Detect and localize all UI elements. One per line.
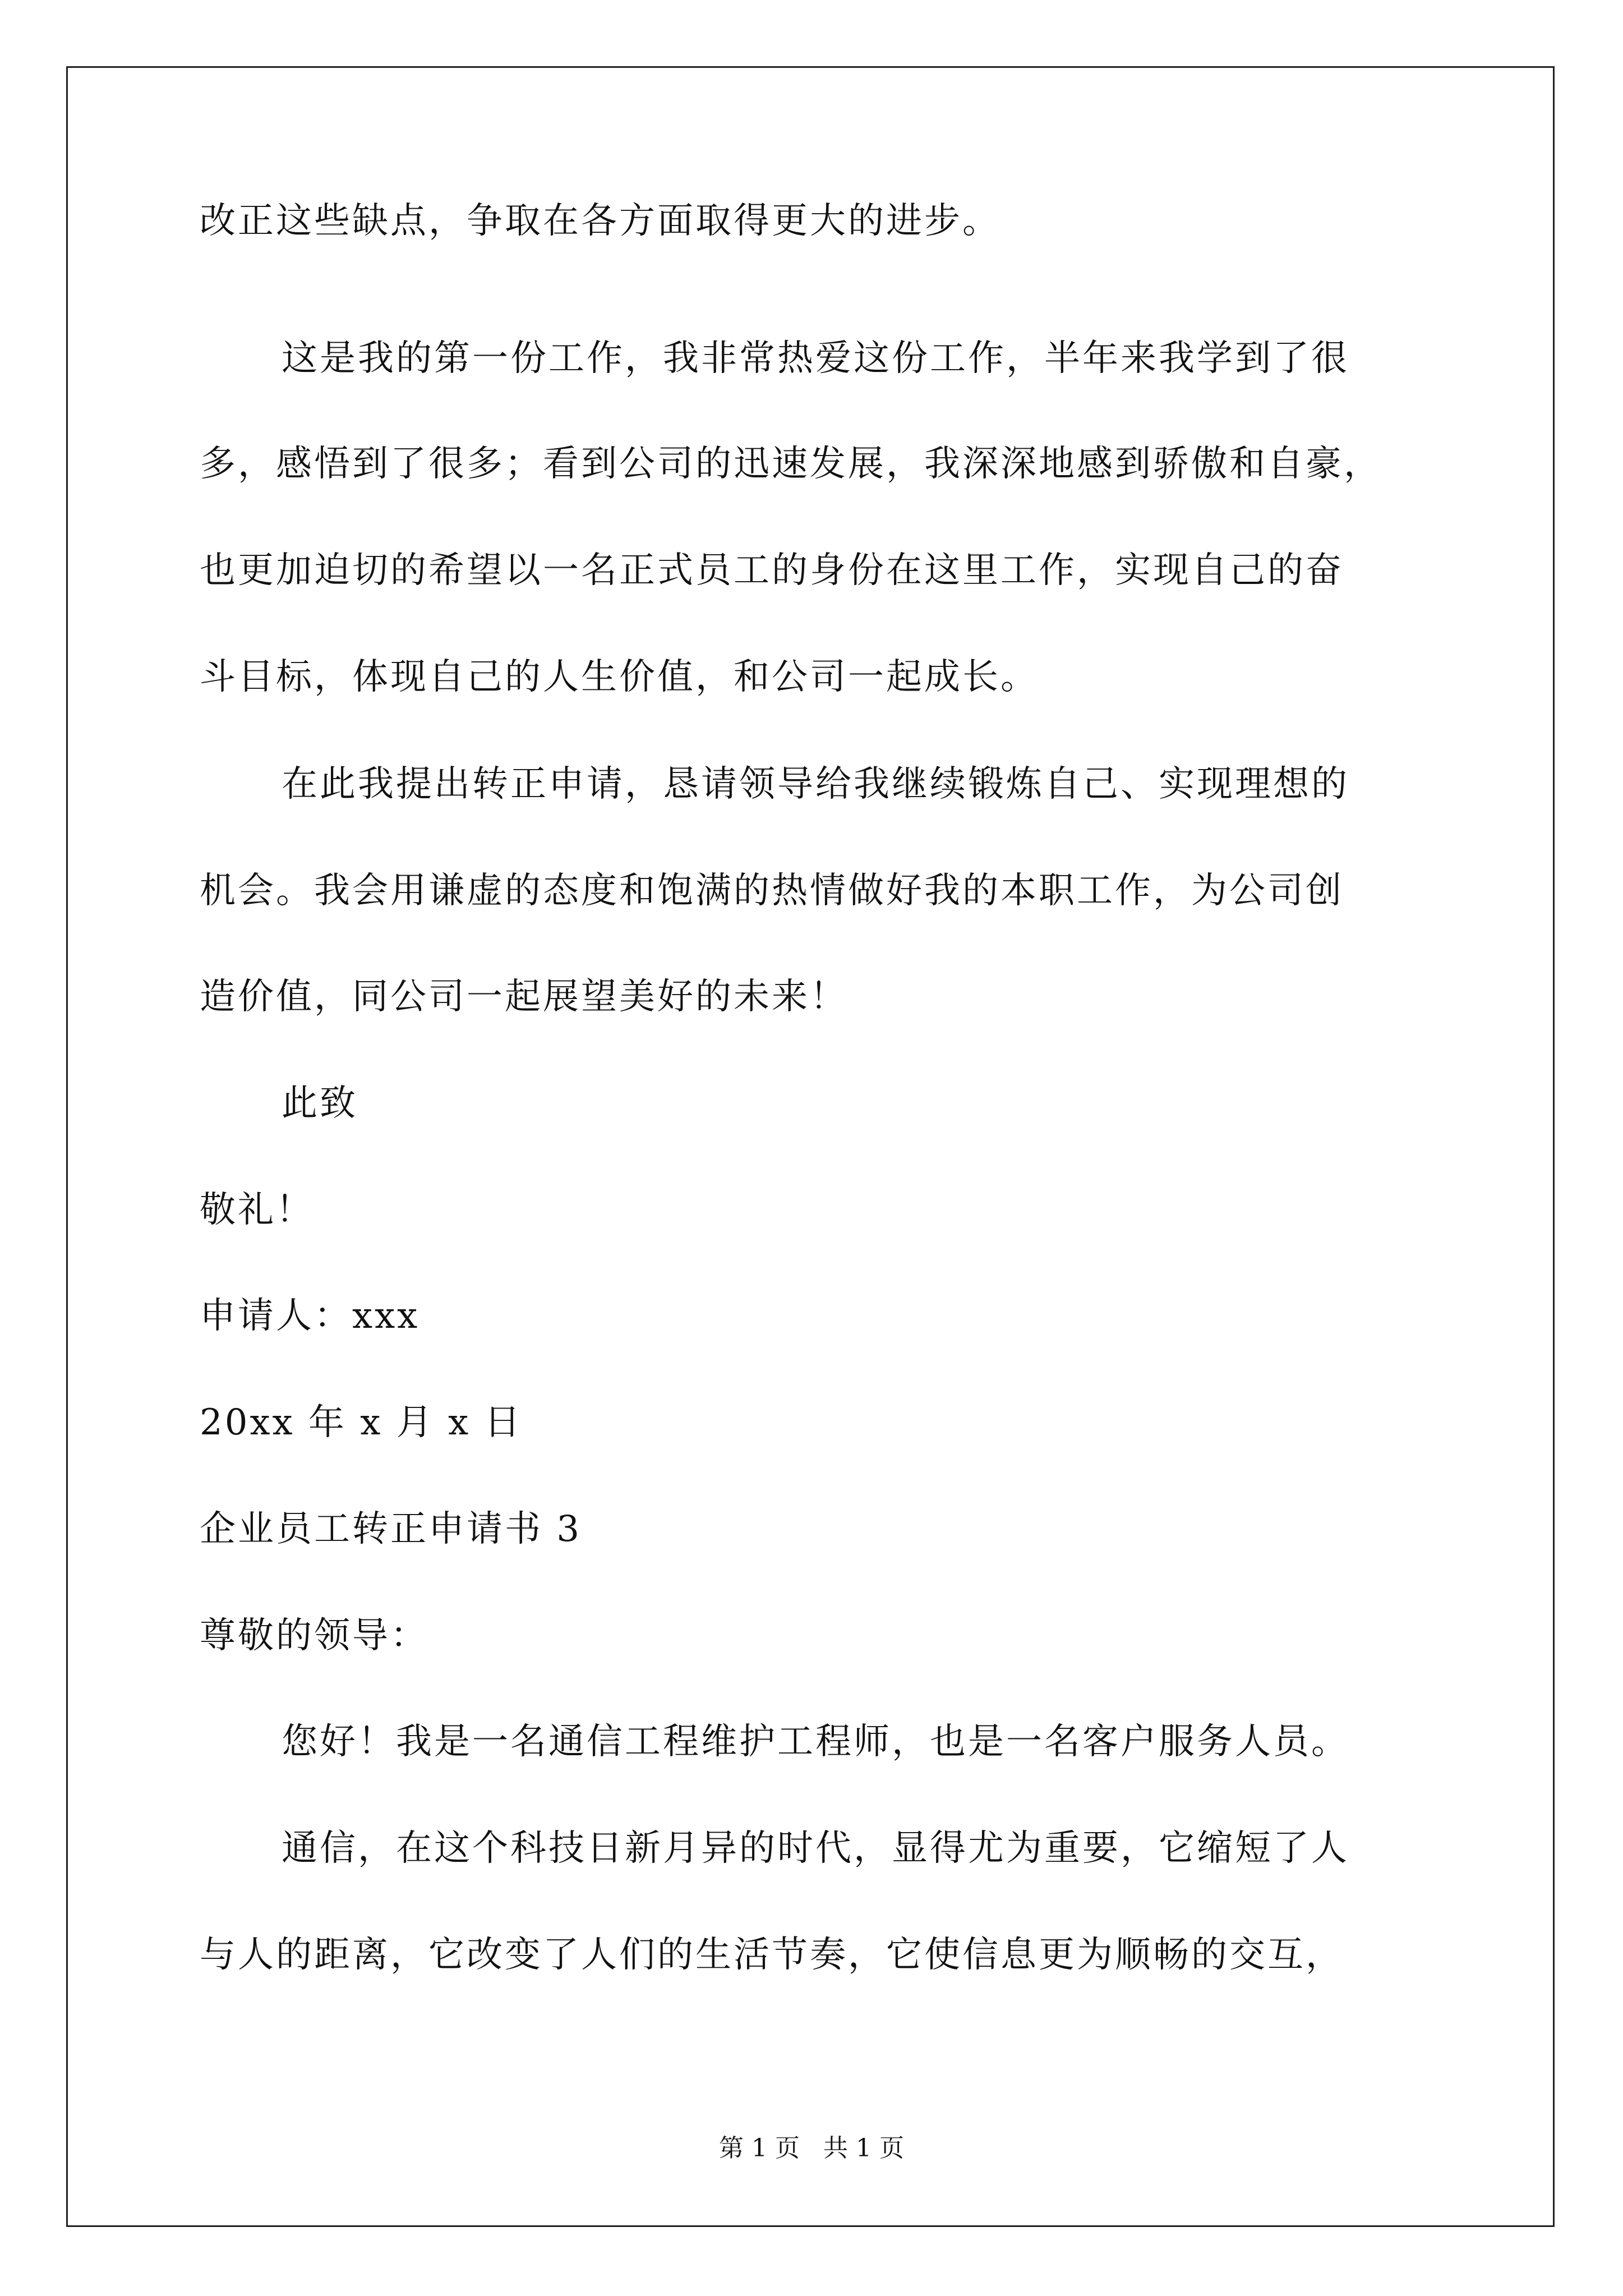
- paragraph-line: 与人的距离，它改变了人们的生活节奏，它使信息更为顺畅的交互，: [200, 1934, 1344, 1976]
- paragraph-line: 斗目标，体现自己的人生价值，和公司一起成长。: [200, 656, 1039, 698]
- section-title: 企业员工转正申请书 3: [200, 1508, 582, 1550]
- paragraph-line: 通信，在这个科技日新月异的时代，显得尤为重要，它缩短了人: [282, 1828, 1349, 1869]
- page-border: [66, 66, 1555, 2227]
- paragraph-line: 多，感悟到了很多；看到公司的迅速发展，我深深地感到骄傲和自豪，: [200, 443, 1382, 485]
- paragraph-line: 您好！我是一名通信工程维护工程师，也是一名客户服务人员。: [282, 1721, 1349, 1763]
- paragraph-line: 在此我提出转正申请，恳请领导给我继续锻炼自己、实现理想的: [282, 763, 1349, 805]
- paragraph-line: 机会。我会用谦虚的态度和饱满的热情做好我的本职工作，为公司创: [200, 870, 1344, 912]
- closing-salutation: 此致: [282, 1083, 358, 1124]
- paragraph-line: 改正这些缺点，争取在各方面取得更大的进步。: [200, 200, 1000, 242]
- page-footer: 第 1 页 共 1 页: [719, 2134, 904, 2162]
- applicant-line: 申请人：xxx: [200, 1295, 420, 1337]
- greeting-line: 尊敬的领导：: [200, 1615, 428, 1657]
- paragraph-line: 也更加迫切的希望以一名正式员工的身份在这里工作，实现自己的奋: [200, 550, 1344, 591]
- paragraph-line: 造价值，同公司一起展望美好的未来！: [200, 976, 848, 1018]
- closing-regards: 敬礼！: [200, 1189, 314, 1231]
- date-line: 20xx 年 x 月 x 日: [200, 1402, 523, 1443]
- paragraph-line: 这是我的第一份工作，我非常热爱这份工作，半年来我学到了很: [282, 338, 1349, 379]
